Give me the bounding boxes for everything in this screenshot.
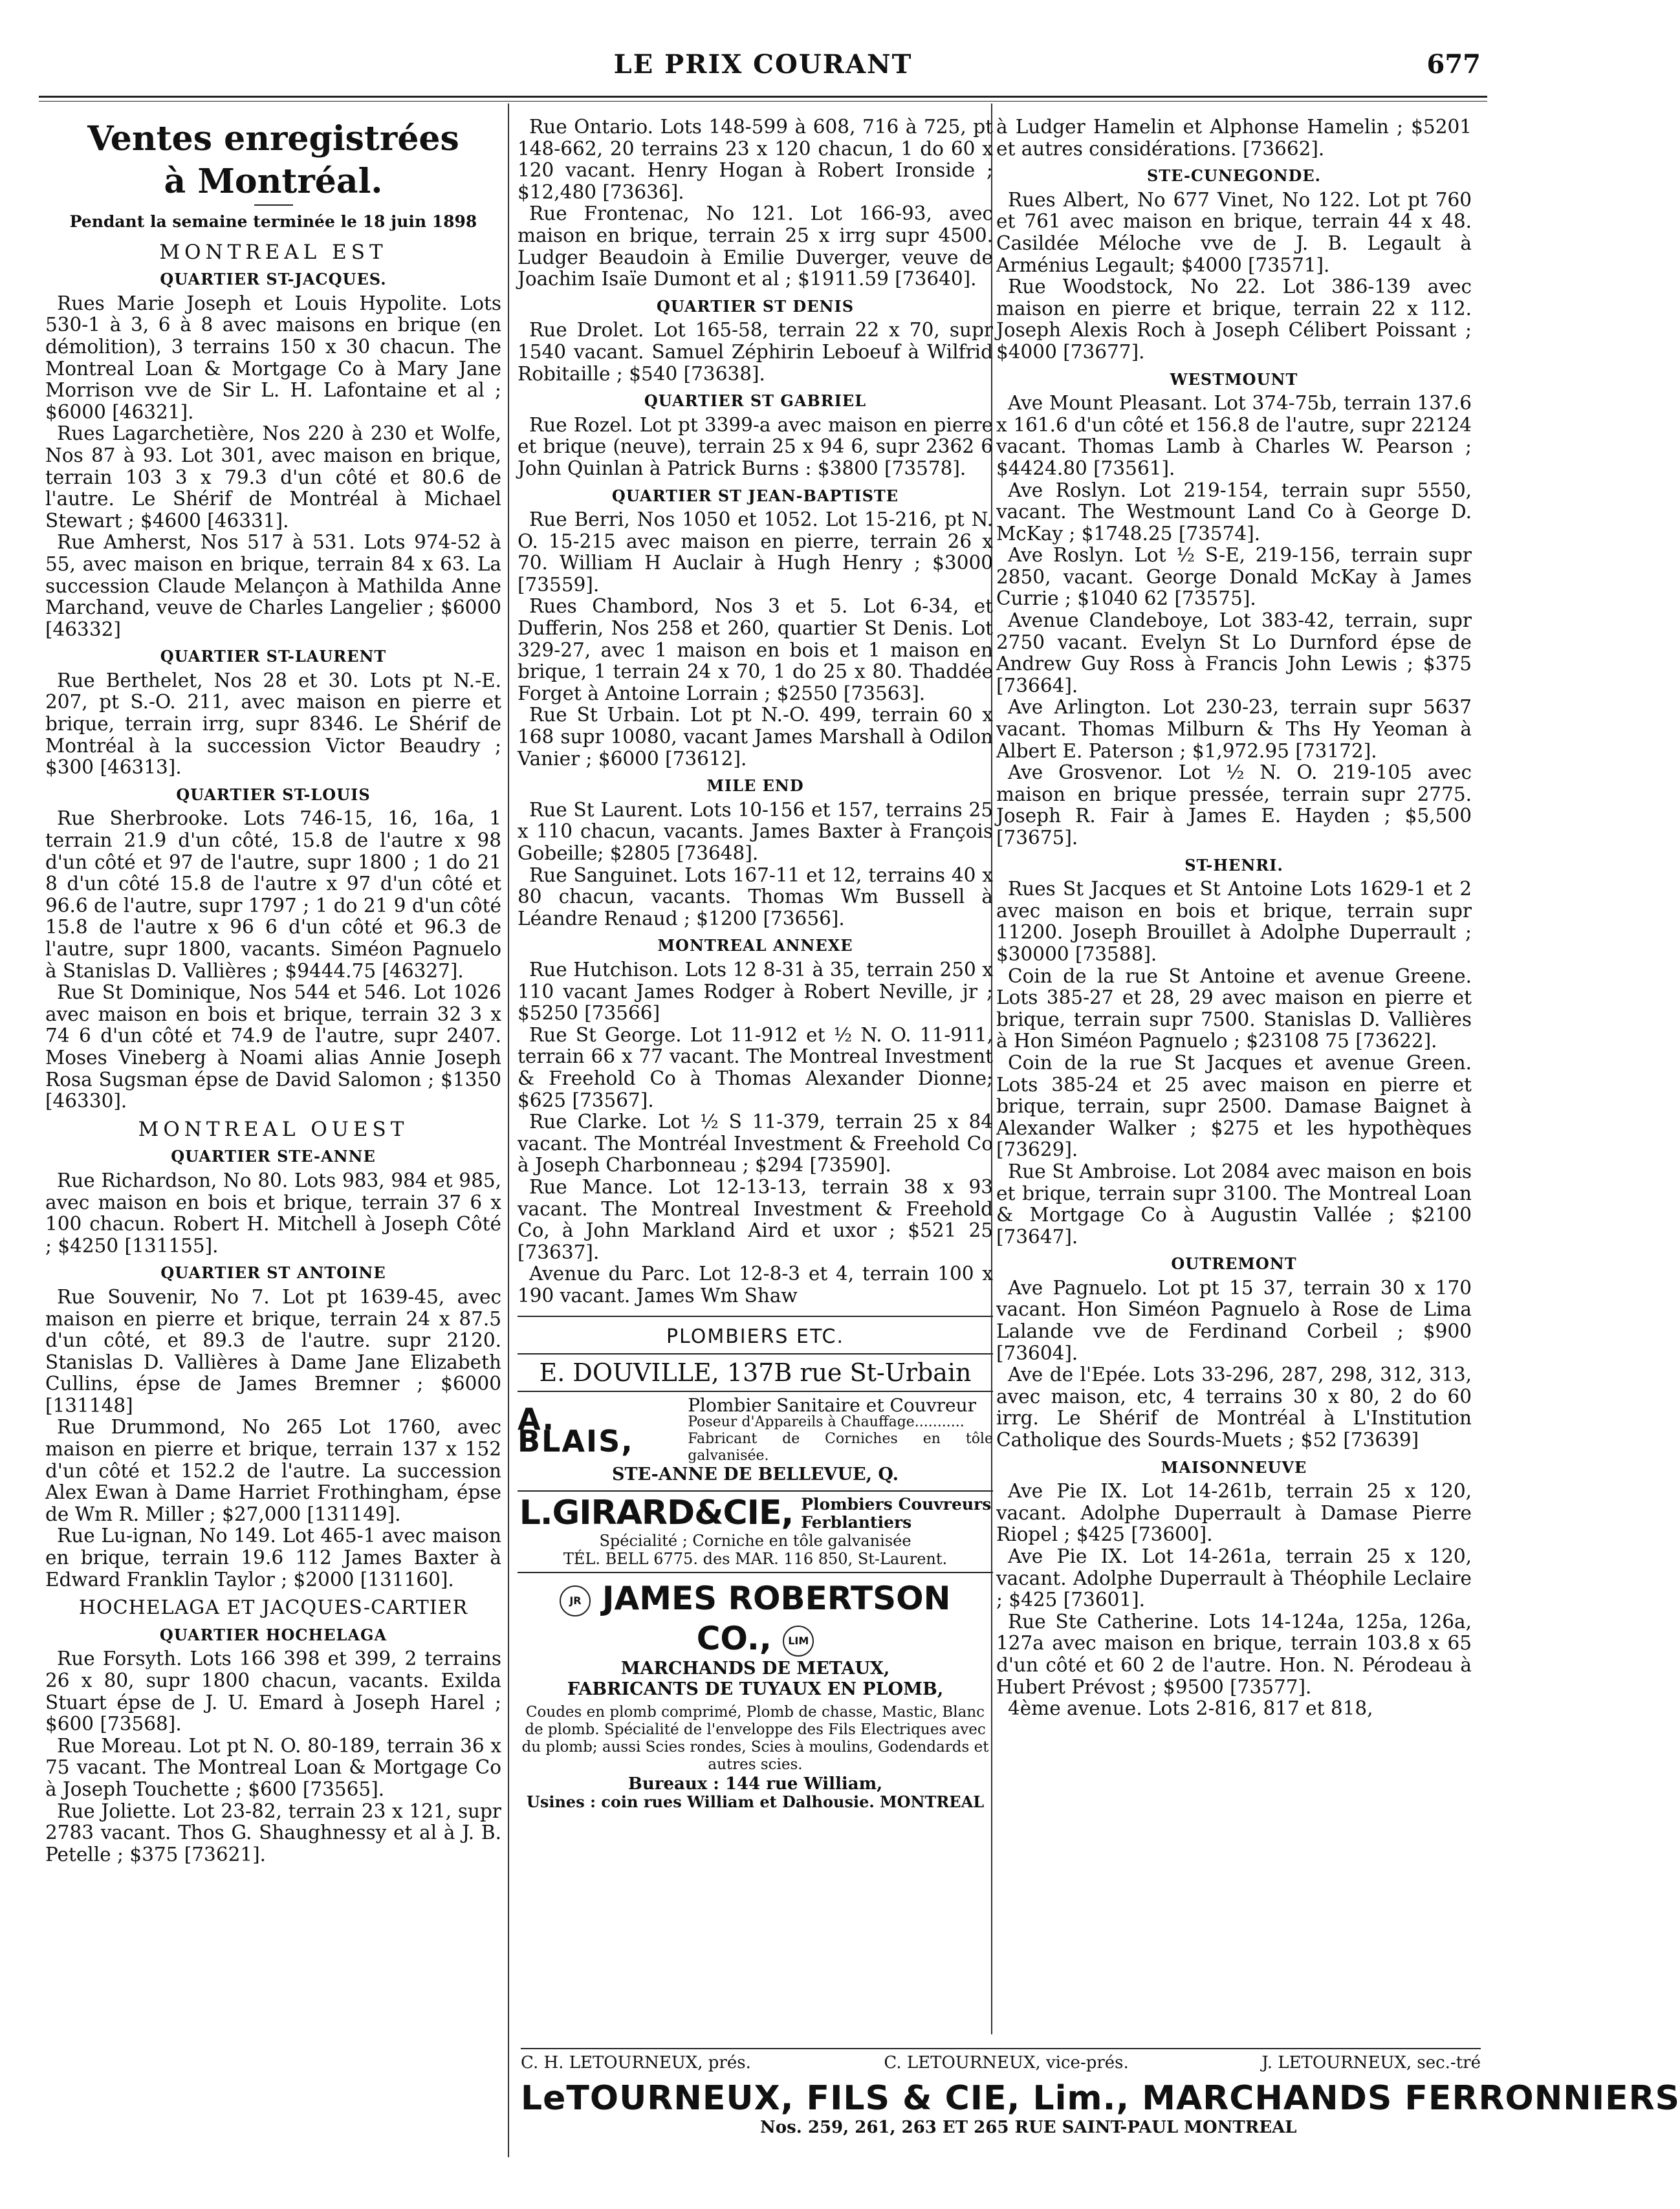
sale-entry: Rue Mance. Lot 12-13-13, terrain 38 x 93 vacant. The Montreal Investment & Freehold Co, à John Markland Aird et uxor ; $521 25 [73637]. <box>518 1175 993 1263</box>
sale-entry: Rue Hutchison. Lots 12 8-31 à 35, terrain 250 x 110 vacant James Rodger à Robert Neville, jr ; $5250 [73566] <box>518 958 993 1025</box>
ad-robertson-line5: Usines : coin rues William et Dalhousie. MONTREAL <box>526 1792 985 1812</box>
quarter-heading: MAISONNEUVE <box>1161 1457 1307 1477</box>
letourneux-company: LeTOURNEUX, FILS & CIE, Lim., MARCHANDS FERRONNIERS <box>521 2079 1680 2118</box>
sale-entry: Rue Berri, Nos 1050 et 1052. Lot 15-216, pt N. O. 15-215 avec maison en pierre, terrain 26 x 70. William H Auclair à Hugh Henry ; $3000 [73559]. <box>518 508 993 596</box>
letourneux-address: Nos. 259, 261, 263 ET 265 RUE SAINT-PAUL MONTREAL <box>760 2118 1297 2137</box>
header-rule-thin <box>39 101 1487 102</box>
ad-robertson-line1: MARCHANDS DE METAUX, <box>620 1659 890 1679</box>
sale-entry: Rue St Urbain. Lot pt N.-O. 499, terrain 60 x 168 supr 10080, vacant James Marshall à Odilon Vanier ; $6000 [73612]. <box>518 704 993 770</box>
quarter-heading: ST-HENRI. <box>1184 855 1283 875</box>
sale-entry: Rue Lu-ignan, No 149. Lot 465-1 avec maison en brique, terrain 19.6 112 James Baxter à Edward Franklin Taylor ; $2000 [131160]. <box>45 1525 501 1591</box>
sale-entry: Rues Albert, No 677 Vinet, No 122. Lot pt 760 et 761 avec maison en brique, terrain 44 x 48. Casildée Méloche vve de J. B. Legault à Arménius Legault; $4000 [73571]. <box>996 188 1472 276</box>
quarter-heading: QUARTIER ST GABRIEL <box>644 391 867 411</box>
ad-blais-location: STE-ANNE DE BELLEVUE, Q. <box>612 1464 899 1485</box>
header-rule <box>39 96 1487 98</box>
sale-entry: Ave Roslyn. Lot ½ S-E, 219-156, terrain supr 2850, vacant. George Donald McKay à James Currie ; $1040 62 [73575]. <box>996 544 1472 610</box>
ad-girard <box>518 1490 993 1573</box>
sale-entry: Rue Joliette. Lot 23-82, terrain 23 x 121, supr 2783 vacant. Thos G. Shaughnessy et al à J. B. Petelle ; $375 [73621]. <box>45 1800 501 1866</box>
sale-entry: Rue Drolet. Lot 165-58, terrain 22 x 70, supr 1540 vacant. Samuel Zéphirin Leboeuf à Wilfrid Robitaille ; $540 [73638]. <box>518 319 993 385</box>
sale-entry: Rue Rozel. Lot pt 3399-a avec maison en pierre et brique (neuve), terrain 25 x 94 6, supr 2362 6 John Quinlan à Patrick Burns : $3800 [73578]. <box>518 413 993 479</box>
sale-entry: Rue St Dominique, Nos 544 et 546. Lot 1026 avec maison en bois et brique, terrain 32 3 x 74 6 d'un côté et 74.9 de l'autre, supr 2407. Moses Vineberg à Noami alias Annie Joseph Rosa Sugsman épse de David Salomon ; $1350 [46330]. <box>45 981 501 1113</box>
sale-entry: Rues Lagarchetière, Nos 220 à 230 et Wolfe, Nos 87 à 93. Lot 301, avec maison en brique, terrain 103 3 x 79.3 d'un côté et 80.6 de l'autre. Le Shérif de Montréal à Michael Stewart ; $4600 [46331]. <box>45 422 501 532</box>
ad-robertson-line3: Coudes en plomb comprimé, Plomb de chasse, Mastic, Blanc de plomb. Spécialité de l'enveloppe des Fils Electriques avec du plomb; aussi Scies rondes, Scies à moulins, Godendards et autres scies. <box>521 1704 989 1774</box>
sale-entry: Avenue du Parc. Lot 12-8-3 et 4, terrain 100 x 190 vacant. James Wm Shaw <box>518 1263 993 1307</box>
ad-robertson-line2: FABRICANTS DE TUYAUX EN PLOMB, <box>567 1679 944 1700</box>
quarter-heading: MILE END <box>706 776 804 796</box>
ad-robertson-line4: Bureaux : 144 rue William, <box>627 1774 883 1794</box>
robertson-logo-icon: JR <box>560 1585 591 1616</box>
quarter-heading: QUARTIER ST ANTOINE <box>160 1263 386 1283</box>
ad-robertson <box>518 1578 993 1810</box>
ad-blais-line1: Plombier Sanitaire et Couvreur <box>688 1395 977 1417</box>
sale-entry: Rue Sanguinet. Lots 167-11 et 12, terrains 40 x 80 chacun, vacants. Thomas Wm Bussell à Léandre Renaud ; $1200 [73656]. <box>518 864 993 930</box>
quarter-heading: OUTREMONT <box>1171 1254 1297 1274</box>
sale-entry: Rue Clarke. Lot ½ S 11-379, terrain 25 x 84 vacant. The Montréal Investment & Freehold Co à Joseph Charbonneau ; $294 [73590]. <box>518 1111 993 1177</box>
section-subtitle: à Montréal. <box>164 162 383 201</box>
ad-girard-specialty: Spécialité ; Corniche en tôle galvanisée <box>599 1532 911 1551</box>
ad-divider <box>518 1316 993 1317</box>
sale-entry: à Ludger Hamelin et Alphonse Hamelin ; $5201 et autres considérations. [73662]. <box>996 116 1472 160</box>
ad-blais-line2: Poseur d'Appareils à Chauffage........... <box>688 1414 965 1431</box>
ad-blais <box>518 1397 993 1485</box>
sale-entry: Ave de l'Epée. Lots 33-296, 287, 298, 312, 313, avec maison, etc, 4 terrains 30 x 80, 2 do 60 irrg. Le Shérif de Montréal à L'Institution Catholique des Sourds-Muets ; $52 [73639] <box>996 1364 1472 1452</box>
quarter-heading: QUARTIER ST-LAURENT <box>160 647 387 666</box>
sale-entry: Rues Chambord, Nos 3 et 5. Lot 6-34, et Dufferin, Nos 258 et 260, quartier St Denis. Lot 329-27, avec 1 maison en bois et 1 maison en brique, 1 terrain 24 x 70, 1 do 25 x 80. Thaddée Forget à Antoine Lorrain ; $2550 [73563]. <box>518 595 993 704</box>
sale-entry: Avenue Clandeboye, Lot 383-42, terrain, supr 2750 vacant. Evelyn St Lo Durnford épse de Andrew Guy Ross à Francis John Lewis ; $375 [73664]. <box>996 609 1472 697</box>
page-header <box>39 45 1487 91</box>
sale-entry: Rue St George. Lot 11-912 et ½ N. O. 11-911, terrain 66 x 77 vacant. The Montreal Investment & Freehold Co à Thomas Alexander Dionne; $625 [73567]. <box>518 1023 993 1111</box>
sale-entry: Rue St Ambroise. Lot 2084 avec maison en bois et brique, terrain supr 3100. The Montreal Loan & Mortgage Co à Augustin Vallée ; $2100 [73647]. <box>996 1160 1472 1248</box>
sale-entry: Ave Grosvenor. Lot ½ N. O. 219-105 avec maison en brique pressée, terrain supr 2775. Joseph R. Fair à James E. Hayden ; $5,500 [73675]. <box>996 761 1472 849</box>
ad-blais-line3: Fabricant de Corniches en tôle galvanisée. <box>688 1431 993 1464</box>
section-heading: HOCHELAGA ET JACQUES-CARTIER <box>78 1596 468 1620</box>
quarter-heading: QUARTIER ST-LOUIS <box>176 785 371 804</box>
sale-entry: Rue St Laurent. Lots 10-156 et 157, terrains 25 x 110 chacun, vacants. James Baxter à François Gobeille; $2805 [73648]. <box>518 798 993 864</box>
officer-vice-president: C. LETOURNEUX, vice-prés. <box>884 2053 1129 2073</box>
divider <box>254 204 293 206</box>
column-2 <box>518 116 993 2157</box>
sale-entry: Ave Pie IX. Lot 14-261a, terrain 25 x 120, vacant. Adolphe Duperrault à Théophile Leclaire ; $425 [73601]. <box>996 1545 1472 1611</box>
sale-entry: Rue Frontenac, No 121. Lot 166-93, avec maison en brique, terrain 25 x irrg supr 4500. Ludger Beaudoin à Emilie Duverger, veuve de Joachim Isaïe Dumont et al ; $1911.59 [73640]. <box>518 202 993 290</box>
officer-president: C. H. LETOURNEUX, prés. <box>521 2053 751 2073</box>
section-title: Ventes enregistrées <box>87 119 459 158</box>
sale-entry: Rue Sherbrooke. Lots 746-15, 16, 16a, 1 terrain 21.9 d'un côté, 15.8 de l'autre x 98 d'un côté et 97 de l'autre, supr 1800 ; 1 do 21 8 d'un côté 15.8 de l'autre x 97 d'un côté et 96.6 de l'autre, supr 1797 ; 1 do 21 9 d'un côté 15.8 de l'autre x 96 6 d'un côté et 96.3 de l'autre, supr 1800, vacants. Siméon Pagnuelo à Stanislas D. Vallières ; $9444.75 [46327]. <box>45 807 501 982</box>
quarter-heading: MONTREAL ANNEXE <box>657 936 853 955</box>
sale-entry: Rue Forsyth. Lots 166 398 et 399, 2 terrains 26 x 80, supr 1800 chacun, vacants. Exilda Stuart épse de J. U. Emard à Joseph Harel ; $600 [73568]. <box>45 1648 501 1736</box>
sale-entry: Ave Roslyn. Lot 219-154, terrain supr 5550, vacant. The Westmount Land Co à George D. McKay ; $1748.25 [73574]. <box>996 479 1472 545</box>
ad-girard-line1: Plombiers Couvreurs <box>801 1495 992 1514</box>
sale-entry: Ave Arlington. Lot 230-23, terrain supr 5637 vacant. Thomas Milburn & Ths Hy Yeoman à Albert E. Paterson ; $1,972.95 [73172]. <box>996 696 1472 762</box>
sale-entry: Rue Drummond, No 265 Lot 1760, avec maison en pierre et brique, terrain 137 x 152 d'un côté et 152.2 de l'autre. La succession Alex Ewan à Dame Harriet Frothingham, épse de Wm R. Miller ; $27,000 [131149]. <box>45 1416 501 1525</box>
sale-entry: Rue Amherst, Nos 517 à 531. Lots 974-52 à 55, avec maison en brique, terrain 84 x 63. La succession Claude Melançon à Mathilda Anne Marchand, veuve de Charles Langelier ; $6000 [46332] <box>45 531 501 640</box>
quarter-heading: WESTMOUNT <box>1170 369 1298 389</box>
section-heading: MONTREAL EST <box>159 240 387 264</box>
sale-entry: Ave Pagnuelo. Lot pt 15 37, terrain 30 x 170 vacant. Hon Siméon Pagnuelo à Rose de Lima Lalande vve de Ferdinand Corbeil ; $900 [73604]. <box>996 1276 1472 1364</box>
quarter-heading: QUARTIER HOCHELAGA <box>159 1625 387 1644</box>
sale-entry: Rue Souvenir, No 7. Lot pt 1639-45, avec maison en pierre et brique, terrain 24 x 87.5 d'un côté, et 89.3 de l'autre. supr 2120. Stanislas D. Vallières à Dame Jane Elizabeth Cullins, épse de James Bremner ; $6000 [131148] <box>45 1285 501 1417</box>
sale-entry: Rue Berthelet, Nos 28 et 30. Lots pt N.-E. 207, pt S.-O. 211, avec maison en pierre et brique, terrain irrg, supr 8346. Le Shérif de Montréal à la succession Victor Beaudry ; $300 [46313]. <box>45 669 501 779</box>
page-number: 677 <box>1426 49 1481 80</box>
quarter-heading: STE-CUNEGONDE. <box>1147 166 1321 186</box>
quarter-heading: QUARTIER ST JEAN-BAPTISTE <box>611 486 899 505</box>
column-divider-1 <box>508 103 509 2157</box>
sale-entry: Rue Ontario. Lots 148-599 à 608, 716 à 725, pt 148-662, 20 terrains 23 x 120 chacun, 1 do 60 x 120 vacant. Henry Hogan à Robert Ironside ; $12,480 [73636]. <box>518 116 993 203</box>
sale-entry: Rue Moreau. Lot pt N. O. 80-189, terrain 36 x 75 vacant. The Montreal Loan & Mortgage Co à Joseph Touchette ; $600 [73565]. <box>45 1734 501 1800</box>
sale-entry: Ave Pie IX. Lot 14-261b, terrain 25 x 120, vacant. Adolphe Duperrault à Damase Pierre Riopel ; $425 [73600]. <box>996 1480 1472 1546</box>
officer-secretary: J. LETOURNEUX, sec.-tré <box>1261 2053 1481 2073</box>
ad-douville <box>518 1353 993 1392</box>
ad-girard-line2: Ferblantiers <box>801 1513 912 1532</box>
sale-entry: Rue Ste Catherine. Lots 14-124a, 125a, 126a, 127a avec maison en brique, terrain 103.8 x 65 d'un côté et 60 2 de l'autre. Hon. N. Pérodeau à Hubert Prévost ; $9500 [73577]. <box>996 1610 1472 1698</box>
column-1 <box>45 116 501 2157</box>
letourneux-ad <box>521 2044 1680 2180</box>
sale-entry: Coin de la rue St Antoine et avenue Greene. Lots 385-27 et 28, 29 avec maison en pierre et brique, terrain supr 7500. Stanislas D. Vallières à Hon Siméon Pagnuelo ; $23108 75 [73622]. <box>996 964 1472 1052</box>
week-note: Pendant la semaine terminée le 18 juin 1898 <box>69 212 477 231</box>
quarter-heading: QUARTIER ST-JACQUES. <box>160 270 387 289</box>
footer-divider <box>521 2048 1481 2049</box>
quarter-heading: QUARTIER ST DENIS <box>656 296 855 316</box>
ad-douville-text: E. DOUVILLE, 137B rue St-Urbain <box>539 1358 972 1387</box>
column-3 <box>996 116 1472 2034</box>
quarter-heading: QUARTIER STE-ANNE <box>171 1147 376 1166</box>
ad-section-title: PLOMBIERS ETC. <box>666 1325 845 1349</box>
ad-blais-name: A. BLAIS, <box>518 1402 634 1459</box>
sale-entry: Rues St Jacques et St Antoine Lots 1629-1 et 2 avec maison en bois et brique, terrain supr 11200. Joseph Brouillet à Adolphe Duperrault ; $30000 [73588]. <box>996 878 1472 965</box>
robertson-lim-icon: LIM <box>783 1626 814 1657</box>
sale-entry: 4ème avenue. Lots 2-816, 817 et 818, <box>1008 1697 1373 1720</box>
section-heading: MONTREAL OUEST <box>138 1117 409 1141</box>
sale-entry: Coin de la rue St Jacques et avenue Green. Lots 385-24 et 25 avec maison en pierre et brique, terrain, supr 2500. Damase Baignet à Alexander Walker ; $275 et les hypothèques [73629]. <box>996 1051 1472 1161</box>
publication-title: LE PRIX COURANT <box>613 49 913 80</box>
ad-robertson-name: JAMES ROBERTSON CO., <box>602 1580 951 1658</box>
sale-entry: Ave Mount Pleasant. Lot 374-75b, terrain 137.6 x 161.6 d'un côté et 156.8 de l'autre, supr 22124 vacant. Thomas Lamb à Charles W. Pearson ; $4424.80 [73561]. <box>996 392 1472 479</box>
sale-entry: Rue Richardson, No 80. Lots 983, 984 et 985, avec maison en bois et brique, terrain 37 6 x 100 chacun. Robert H. Mitchell à Joseph Côté ; $4250 [131155]. <box>45 1169 501 1257</box>
ad-girard-name: L.GIRARD&CIE, <box>519 1494 794 1533</box>
ad-girard-phone: TÉL. BELL 6775. des MAR. 116 850, St-Laurent. <box>563 1550 948 1569</box>
sale-entry: Rues Marie Joseph et Louis Hypolite. Lots 530-1 à 3, 6 à 8 avec maisons en brique (en démolition), 3 terrains 150 x 30 chacun. The Montreal Loan & Mortgage Co à Mary Jane Morrison vve de Sir L. H. Lafontaine et al ; $6000 [46321]. <box>45 292 501 423</box>
sale-entry: Rue Woodstock, No 22. Lot 386-139 avec maison en pierre et brique, terrain 22 x 112. Joseph Alexis Roch à Joseph Célibert Poissant ; $4000 [73677]. <box>996 276 1472 363</box>
